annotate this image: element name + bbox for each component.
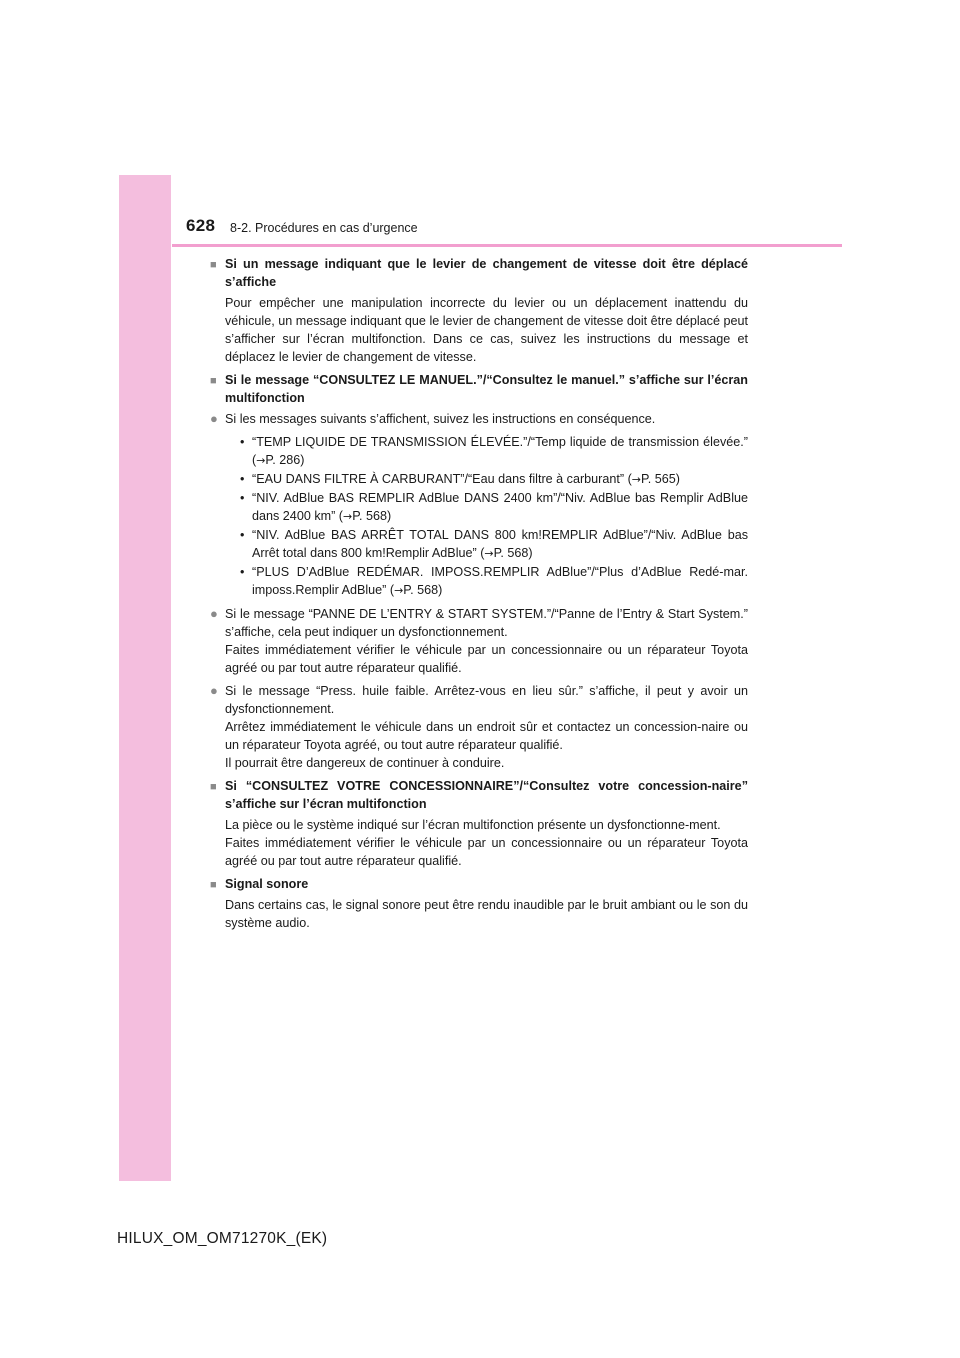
- page-ref-link[interactable]: P. 565): [641, 472, 680, 486]
- bullet-dot: •: [240, 435, 245, 449]
- sub-item: ● Si le message “PANNE DE L’ENTRY & START SYSTEM.”/“Panne de l’Entry & Start System.” s’affiche, cela peut indiquer un dysfonctionnement. Faites immédiatement vérifier le véhicule par un concessionnaire ou un réparateur Toyota agréé ou par tout autre réparateur qualifié.: [210, 606, 748, 675]
- right-arrow-icon: →: [343, 510, 353, 523]
- section-shift-lever: [210, 255, 748, 366]
- square-bullet-icon: ■: [210, 375, 217, 387]
- section-heading: ■ Si “CONSULTEZ VOTRE CONCESSIONNAIRE”/“Consultez votre concession-naire” s’affiche sur l’écran multifonction: [210, 779, 748, 811]
- list-item: • “NIV. AdBlue BAS ARRÊT TOTAL DANS 800 km!REMPLIR AdBlue”/“Niv. AdBlue bas Arrêt total dans 800 km!Remplir AdBlue” (→P. 568): [240, 528, 748, 560]
- page-ref-link[interactable]: P. 568): [403, 583, 443, 597]
- page-number: 628: [186, 216, 216, 235]
- paragraph: Pour empêcher une manipulation incorrecte du levier ou un déplacement inattendu du véhicule, un message indiquant que le levier de changement de vitesse doit être déplacé peut s’afficher sur l’écran multifonction. Dans ce cas, suivez les instructions du message et déplacez le levier de changement de vitesse.: [225, 296, 748, 364]
- header-divider: [172, 244, 842, 247]
- bullet-dot: •: [240, 565, 245, 579]
- side-tab-bar: [119, 175, 171, 1181]
- right-arrow-icon: →: [256, 454, 266, 467]
- section-consult-manual: [210, 371, 748, 772]
- section-consult-dealer: [210, 777, 748, 870]
- message-list: [210, 433, 748, 600]
- section-title: 8-2. Procédures en cas d’urgence: [230, 221, 418, 235]
- list-item: • “TEMP LIQUIDE DE TRANSMISSION ÉLEVÉE.”/“Temp liquide de transmission élevée.” (→P. 286): [240, 435, 748, 467]
- right-arrow-icon: →: [631, 473, 641, 486]
- square-bullet-icon: ■: [210, 879, 217, 891]
- section-heading: ■ Signal sonore: [210, 875, 748, 893]
- document-code: HILUX_OM_OM71270K_(EK): [117, 1230, 328, 1247]
- section-heading: ■ Si le message “CONSULTEZ LE MANUEL.”/“Consultez le manuel.” s’affiche sur l’écran multifonction: [210, 373, 748, 405]
- bullet-dot: •: [240, 491, 245, 505]
- page-ref-link[interactable]: P. 568): [493, 546, 533, 560]
- section-buzzer: [210, 875, 748, 932]
- page-ref-link[interactable]: P. 286): [265, 453, 305, 467]
- sub-item: ● Si le message “Press. huile faible. Arrêtez-vous en lieu sûr.” s’affiche, il peut y avoir un dysfonctionnement. Arrêtez immédiatement le véhicule dans un endroit sûr et contactez un concession-naire ou un réparateur Toyota agréé, ou tout autre réparateur qualifié. Il pourrait être dangereux de continuer à conduire.: [210, 683, 748, 770]
- section-heading: ■ Si un message indiquant que le levier de changement de vitesse doit être déplacé s’affiche: [210, 257, 748, 289]
- right-arrow-icon: →: [394, 584, 404, 597]
- list-item: • “PLUS D’AdBlue REDÉMAR. IMPOSS.REMPLIR AdBlue”/“Plus d’AdBlue Redé-mar. imposs.Remplir AdBlue” (→P. 568): [240, 565, 748, 597]
- bullet-dot: •: [240, 472, 245, 486]
- square-bullet-icon: ■: [210, 781, 217, 793]
- circle-bullet-icon: ●: [210, 411, 218, 426]
- square-bullet-icon: ■: [210, 259, 217, 271]
- page-ref-link[interactable]: P. 568): [352, 509, 392, 523]
- circle-bullet-icon: ●: [210, 683, 218, 698]
- paragraph: Dans certains cas, le signal sonore peut être rendu inaudible par le bruit ambiant ou le son du système audio.: [225, 898, 748, 930]
- bullet-dot: •: [240, 528, 245, 542]
- sub-item: ● Si les messages suivants s’affichent, suivez les instructions en conséquence.: [210, 411, 656, 426]
- list-item: • “NIV. AdBlue BAS REMPLIR AdBlue DANS 2400 km”/“Niv. AdBlue bas Remplir AdBlue dans 2400 km” (→P. 568): [240, 491, 748, 523]
- page-content: [210, 255, 748, 937]
- paragraph: La pièce ou le système indiqué sur l’écran multifonction présente un dysfonctionne-ment. Faites immédiatement vérifier le véhicule par un concessionnaire ou un réparateur Toyota agréé ou par tout autre réparateur qualifié.: [225, 818, 748, 868]
- right-arrow-icon: →: [484, 547, 494, 560]
- circle-bullet-icon: ●: [210, 606, 218, 621]
- list-item: • “EAU DANS FILTRE À CARBURANT”/“Eau dans filtre à carburant” (→P. 565): [240, 472, 680, 486]
